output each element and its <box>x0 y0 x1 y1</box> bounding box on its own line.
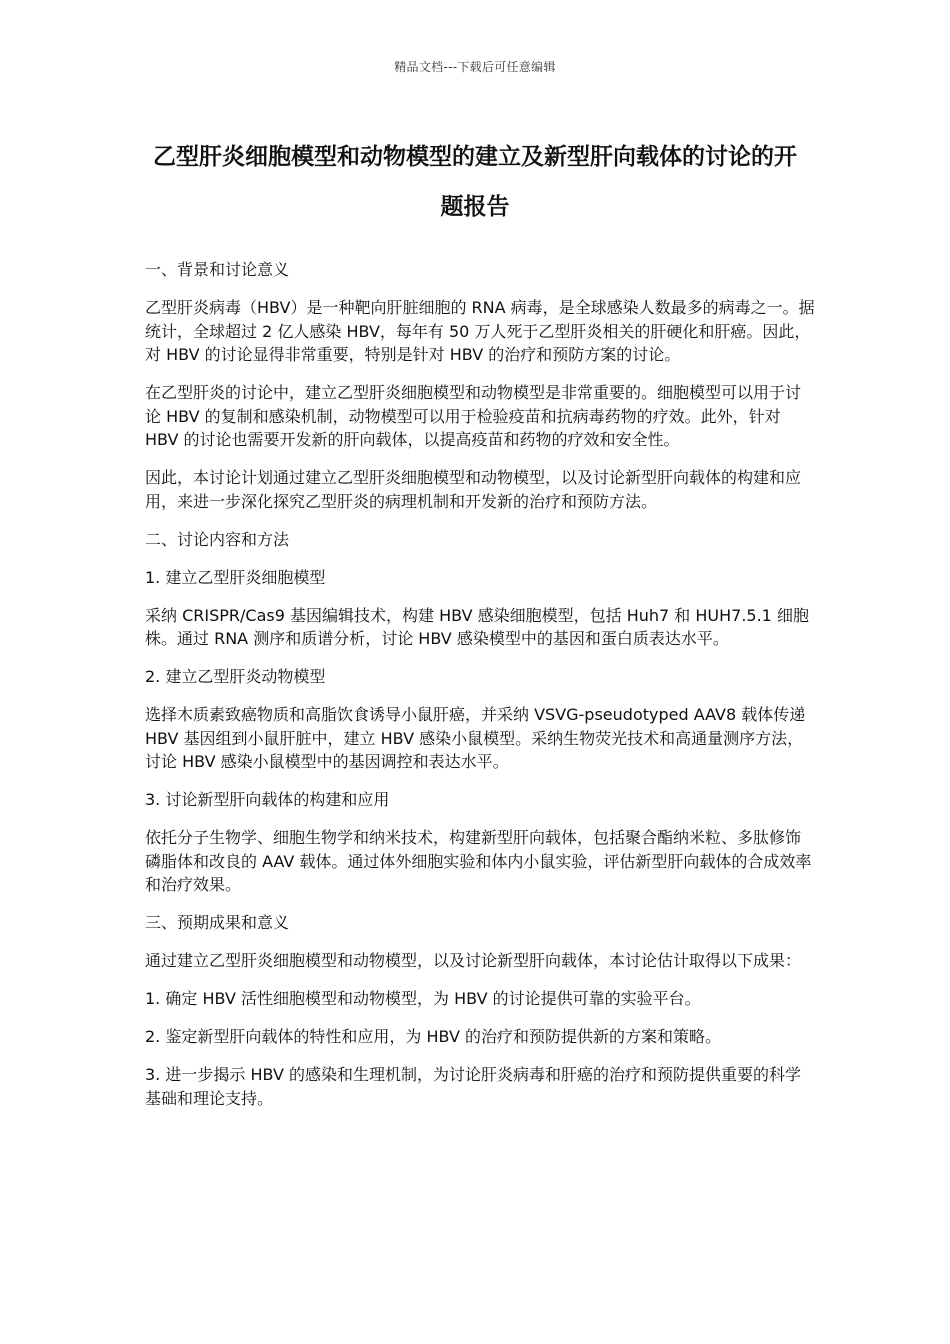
subheading-cell-model: 1. 建立乙型肝炎细胞模型 <box>145 567 326 587</box>
paragraph-animal-model: 选择木质素致癌物质和高脂饮食诱导小鼠肝癌，并采纳 VSVG-pseudotyped AAV8 载体传递 HBV 基因组到小鼠肝脏中，建立 HBV 感染小鼠模型。采纳生物荧光技术和高通量测序方法，讨论 HBV 感染小鼠模型中的基因调控和表达水平。 <box>145 705 806 771</box>
section-heading-background: 一、背景和讨论意义 <box>145 260 290 279</box>
paragraph-cell-model: 采纳 CRISPR/Cas9 基因编辑技术，构建 HBV 感染细胞模型，包括 Huh7 和 HUH7.5.1 细胞株。通过 RNA 测序和质谱分析，讨论 HBV 感染模型中的基因和蛋白质表达水平。 <box>145 605 809 648</box>
paragraph-vector: 依托分子生物学、细胞生物学和纳米技术，构建新型肝向载体，包括聚合酯纳米粒、多肽修饰磷脂体和改良的 AAV 载体。通过体外细胞实验和体内小鼠实验，评估新型肝向载体的合成效率和治疗效果。 <box>145 828 812 894</box>
paragraph-research-plan: 因此，本讨论计划通过建立乙型肝炎细胞模型和动物模型，以及讨论新型肝向载体的构建和应用，来进一步深化探究乙型肝炎的病理机制和开发新的治疗和预防方法。 <box>145 468 802 511</box>
outcome-item-2: 2. 鉴定新型肝向载体的特性和应用，为 HBV 的治疗和预防提供新的方案和策略。 <box>145 1027 721 1046</box>
paragraph-outcomes-intro: 通过建立乙型肝炎细胞模型和动物模型，以及讨论新型肝向载体，本讨论估计取得以下成果： <box>145 951 802 970</box>
paragraph-hbv-intro: 乙型肝炎病毒（HBV）是一种靶向肝脏细胞的 RNA 病毒，是全球感染人数最多的病毒之一。据统计，全球超过 2 亿人感染 HBV，每年有 50 万人死于乙型肝炎相关的肝硬化和肝癌。因此，对 HBV 的讨论显得非常重要，特别是针对 HBV 的治疗和预防方案的讨论。 <box>145 298 815 364</box>
document-title: 乙型肝炎细胞模型和动物模型的建立及新型肝向载体的讨论的开题报告 <box>153 144 797 220</box>
header-note: 精品文档---下载后可任意编辑 <box>394 60 556 74</box>
outcome-item-3: 3. 进一步揭示 HBV 的感染和生理机制，为讨论肝炎病毒和肝癌的治疗和预防提供重要的科学基础和理论支持。 <box>145 1065 801 1108</box>
outcome-item-1: 1. 确定 HBV 活性细胞模型和动物模型，为 HBV 的讨论提供可靠的实验平台。 <box>145 989 701 1008</box>
subheading-vector: 3. 讨论新型肝向载体的构建和应用 <box>145 790 390 809</box>
subheading-animal-model: 2. 建立乙型肝炎动物模型 <box>145 667 326 686</box>
paragraph-models-importance: 在乙型肝炎的讨论中，建立乙型肝炎细胞模型和动物模型是非常重要的。细胞模型可以用于讨论 HBV 的复制和感染机制，动物模型可以用于检验疫苗和抗病毒药物的疗效。此外，针对 HBV 的讨论也需要开发新的肝向载体，以提高疫苗和药物的疗效和安全性。 <box>145 383 802 449</box>
section-heading-outcomes: 三、预期成果和意义 <box>145 913 290 932</box>
document-body <box>145 258 815 1125</box>
section-heading-methods: 二、讨论内容和方法 <box>145 529 290 549</box>
